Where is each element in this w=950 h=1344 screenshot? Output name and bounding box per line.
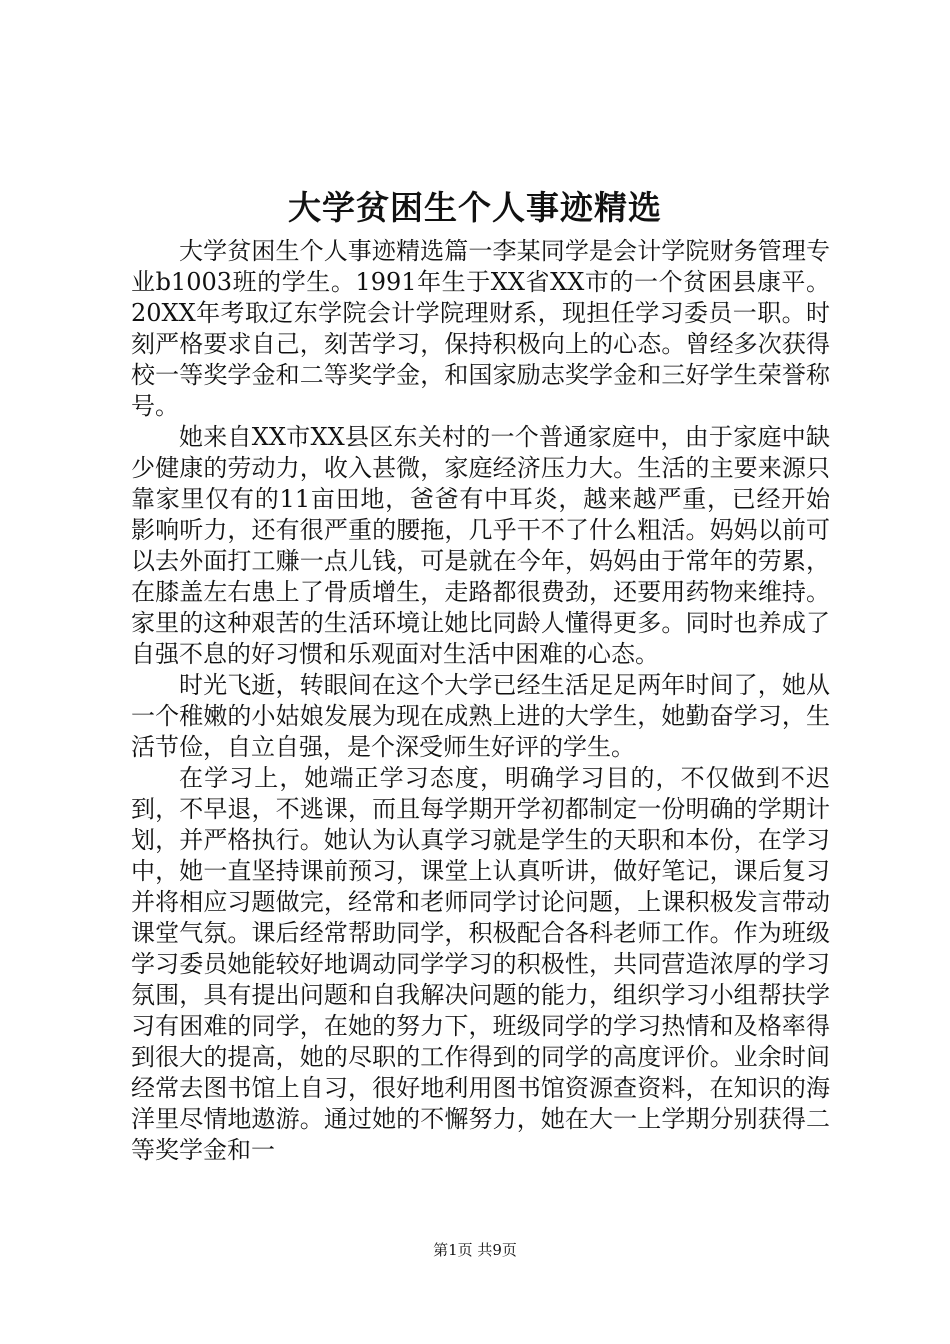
document-body xyxy=(131,236,830,1166)
paragraph: 在学习上，她端正学习态度，明确学习目的，不仅做到不迟到，不早退，不逃课，而且每学期开学初都制定一份明确的学期计划，并严格执行。她认为认真学习就是学生的天职和本份，在学习中，她一直坚持课前预习，课堂上认真听讲，做好笔记，课后复习并将相应习题做完，经常和老师同学讨论问题，上课积极发言带动课堂气氛。课后经常帮助同学，积极配合各科老师工作。作为班级学习委员她能较好地调动同学学习的积极性，共同营造浓厚的学习氛围，具有提出问题和自我解决问题的能力，组织学习小组帮扶学习有困难的同学，在她的努力下，班级同学的学习热情和及格率得到很大的提高，她的尽职的工作得到的同学的高度评价。业余时间经常去图书馆上自习，很好地利用图书馆资源查资料，在知识的海洋里尽情地遨游。通过她的不懈努力，她在大一上学期分别获得二等奖学金和一 xyxy=(131,764,830,1164)
paragraph: 她来自XX市XX县区东关村的一个普通家庭中，由于家庭中缺少健康的劳动力，收入甚微，家庭经济压力大。生活的主要来源只靠家里仅有的11亩田地，爸爸有中耳炎，越来越严重，已经开始影响听力，还有很严重的腰拖，几乎干不了什么粗活。妈妈以前可以去外面打工赚一点儿钱，可是就在今年，妈妈由于常年的劳累，在膝盖左右患上了骨质增生，走路都很费劲，还要用药物来维持。家里的这种艰苦的生活环境让她比同龄人懂得更多。同时也养成了自强不息的好习惯和乐观面对生活中困难的心态。 xyxy=(131,423,830,668)
paragraph: 时光飞逝，转眼间在这个大学已经生活足足两年时间了，她从一个稚嫩的小姑娘发展为现在成熟上进的大学生，她勤奋学习，生活节俭，自立自强，是个深受师生好评的学生。 xyxy=(131,671,830,761)
page-title: 大学贫困生个人事迹精选 xyxy=(288,188,662,227)
page-number-footer: 第1页 共9页 xyxy=(433,1241,517,1259)
paragraph: 大学贫困生个人事迹精选篇一李某同学是会计学院财务管理专业b1003班的学生。1991年生于XX省XX市的一个贫困县康平。20XX年考取辽东学院会计学院理财系，现担任学习委员一职。时刻严格要求自己，刻苦学习，保持积极向上的心态。曾经多次获得校一等奖学金和二等奖学金，和国家励志奖学金和三好学生荣誉称号。 xyxy=(131,237,830,420)
